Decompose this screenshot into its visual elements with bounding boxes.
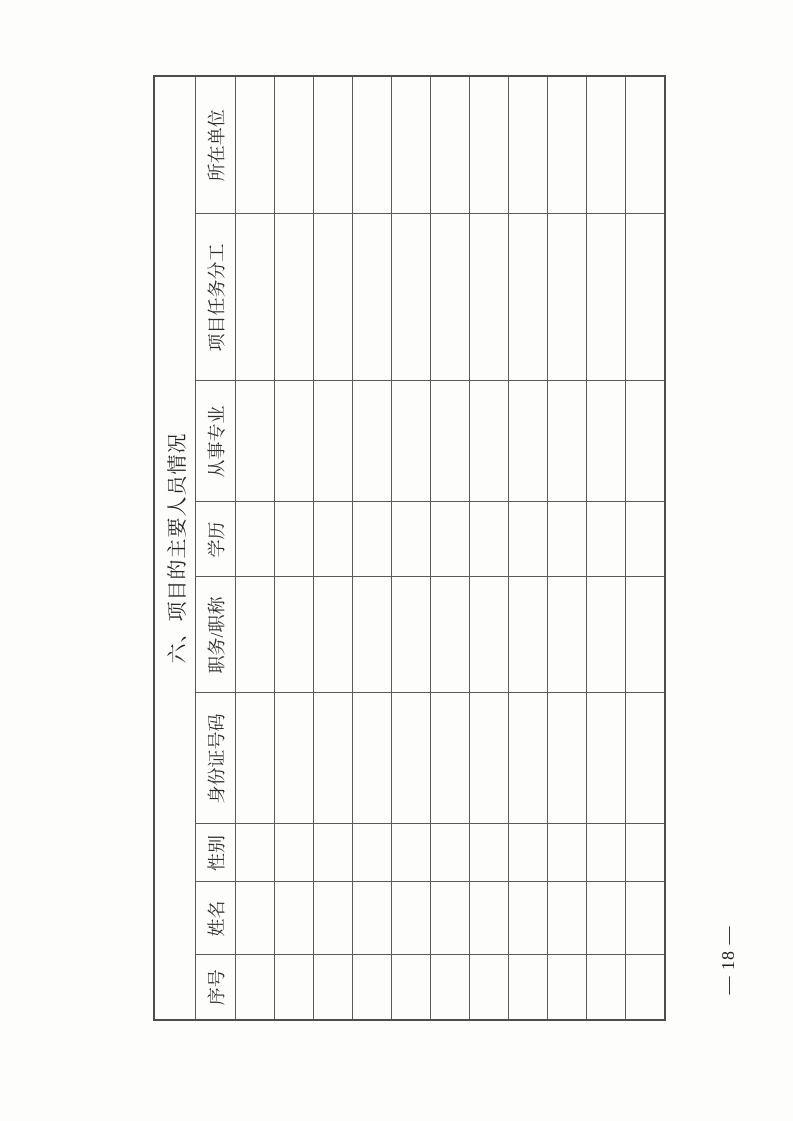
empty-cell xyxy=(431,577,470,693)
empty-cell xyxy=(431,955,470,1020)
empty-cell xyxy=(587,955,626,1020)
empty-cell xyxy=(509,76,548,214)
empty-cell xyxy=(275,693,314,824)
empty-cell xyxy=(431,381,470,502)
table-row xyxy=(548,76,587,1020)
empty-cell xyxy=(392,955,431,1020)
empty-cell xyxy=(275,76,314,214)
col-header-name: 姓名 xyxy=(196,882,236,955)
empty-cell xyxy=(275,214,314,381)
empty-cell xyxy=(392,693,431,824)
empty-cell xyxy=(353,76,392,214)
empty-cell xyxy=(509,214,548,381)
empty-cell xyxy=(275,502,314,577)
empty-cell xyxy=(314,214,353,381)
empty-cell xyxy=(314,824,353,882)
table-row xyxy=(314,76,353,1020)
empty-cell xyxy=(275,381,314,502)
empty-cell xyxy=(509,577,548,693)
table-row xyxy=(587,76,626,1020)
empty-cell xyxy=(431,882,470,955)
empty-cell xyxy=(587,214,626,381)
page-number-container xyxy=(712,916,744,1004)
empty-cell xyxy=(236,693,275,824)
table-row xyxy=(275,76,314,1020)
empty-cell xyxy=(470,214,509,381)
empty-cell xyxy=(353,824,392,882)
empty-cell xyxy=(236,502,275,577)
table-header-row xyxy=(196,76,236,1020)
empty-cell xyxy=(236,882,275,955)
empty-cell xyxy=(431,76,470,214)
empty-cell xyxy=(587,381,626,502)
empty-cell xyxy=(509,693,548,824)
empty-cell xyxy=(548,882,587,955)
empty-cell xyxy=(587,882,626,955)
empty-cell xyxy=(548,824,587,882)
empty-cell xyxy=(626,882,666,955)
col-header-position-title: 职务/职称 xyxy=(196,577,236,693)
empty-cell xyxy=(314,577,353,693)
empty-cell xyxy=(509,955,548,1020)
empty-cell xyxy=(587,577,626,693)
empty-cell xyxy=(236,381,275,502)
empty-cell xyxy=(548,381,587,502)
empty-cell xyxy=(470,955,509,1020)
form-section-title: 六、项目的主要人员情况 xyxy=(154,76,196,1020)
empty-cell xyxy=(392,76,431,214)
empty-cell xyxy=(392,824,431,882)
empty-cell xyxy=(392,214,431,381)
empty-cell xyxy=(314,693,353,824)
empty-cell xyxy=(548,76,587,214)
empty-cell xyxy=(236,824,275,882)
empty-cell xyxy=(314,381,353,502)
page-number: — 18 — xyxy=(718,925,738,995)
empty-cell xyxy=(236,577,275,693)
table-row xyxy=(392,76,431,1020)
empty-cell xyxy=(626,824,666,882)
empty-cell xyxy=(353,502,392,577)
form-title-row xyxy=(154,76,196,1020)
empty-cell xyxy=(314,882,353,955)
empty-cell xyxy=(509,824,548,882)
empty-cell xyxy=(587,502,626,577)
personnel-table-rotated-container xyxy=(153,77,654,1021)
empty-cell xyxy=(236,214,275,381)
empty-cell xyxy=(470,693,509,824)
empty-cell xyxy=(353,214,392,381)
empty-cell xyxy=(626,76,666,214)
empty-cell xyxy=(587,824,626,882)
empty-cell xyxy=(392,882,431,955)
empty-cell xyxy=(275,577,314,693)
table-row xyxy=(431,76,470,1020)
empty-cell xyxy=(314,955,353,1020)
empty-cell xyxy=(548,577,587,693)
empty-cell xyxy=(509,502,548,577)
empty-cell xyxy=(392,381,431,502)
empty-cell xyxy=(275,882,314,955)
empty-cell xyxy=(548,214,587,381)
empty-cell xyxy=(236,76,275,214)
empty-cell xyxy=(626,381,666,502)
empty-cell xyxy=(587,76,626,214)
empty-cell xyxy=(548,955,587,1020)
empty-cell xyxy=(431,693,470,824)
empty-cell xyxy=(431,214,470,381)
table-row xyxy=(626,76,666,1020)
table-row xyxy=(353,76,392,1020)
empty-cell xyxy=(626,214,666,381)
empty-cell xyxy=(470,502,509,577)
empty-cell xyxy=(275,955,314,1020)
col-header-task-division: 项目任务分工 xyxy=(196,214,236,381)
empty-cell xyxy=(236,955,275,1020)
empty-cell xyxy=(509,882,548,955)
empty-cell xyxy=(353,882,392,955)
table-row xyxy=(509,76,548,1020)
empty-cell xyxy=(392,502,431,577)
table-row xyxy=(470,76,509,1020)
empty-cell xyxy=(548,502,587,577)
empty-cell xyxy=(470,577,509,693)
col-header-work-unit: 所在单位 xyxy=(196,76,236,214)
empty-cell xyxy=(626,577,666,693)
col-header-specialty: 从事专业 xyxy=(196,381,236,502)
col-header-gender: 性别 xyxy=(196,824,236,882)
empty-cell xyxy=(353,693,392,824)
empty-cell xyxy=(353,955,392,1020)
col-header-id-number: 身份证号码 xyxy=(196,693,236,824)
empty-cell xyxy=(470,381,509,502)
empty-cell xyxy=(353,381,392,502)
empty-cell xyxy=(470,76,509,214)
empty-cell xyxy=(587,693,626,824)
empty-cell xyxy=(626,693,666,824)
empty-cell xyxy=(548,693,587,824)
personnel-table xyxy=(153,75,666,1021)
empty-cell xyxy=(470,824,509,882)
empty-cell xyxy=(314,502,353,577)
empty-cell xyxy=(431,502,470,577)
empty-cell xyxy=(314,76,353,214)
personnel-table-rotation-inner xyxy=(153,77,654,1021)
empty-cell xyxy=(509,381,548,502)
empty-cell xyxy=(431,824,470,882)
empty-cell xyxy=(626,502,666,577)
empty-cell xyxy=(353,577,392,693)
empty-cell xyxy=(275,824,314,882)
table-row xyxy=(236,76,275,1020)
empty-cell xyxy=(626,955,666,1020)
col-header-serial-number: 序号 xyxy=(196,955,236,1020)
col-header-education: 学历 xyxy=(196,502,236,577)
empty-cell xyxy=(470,882,509,955)
empty-cell xyxy=(392,577,431,693)
